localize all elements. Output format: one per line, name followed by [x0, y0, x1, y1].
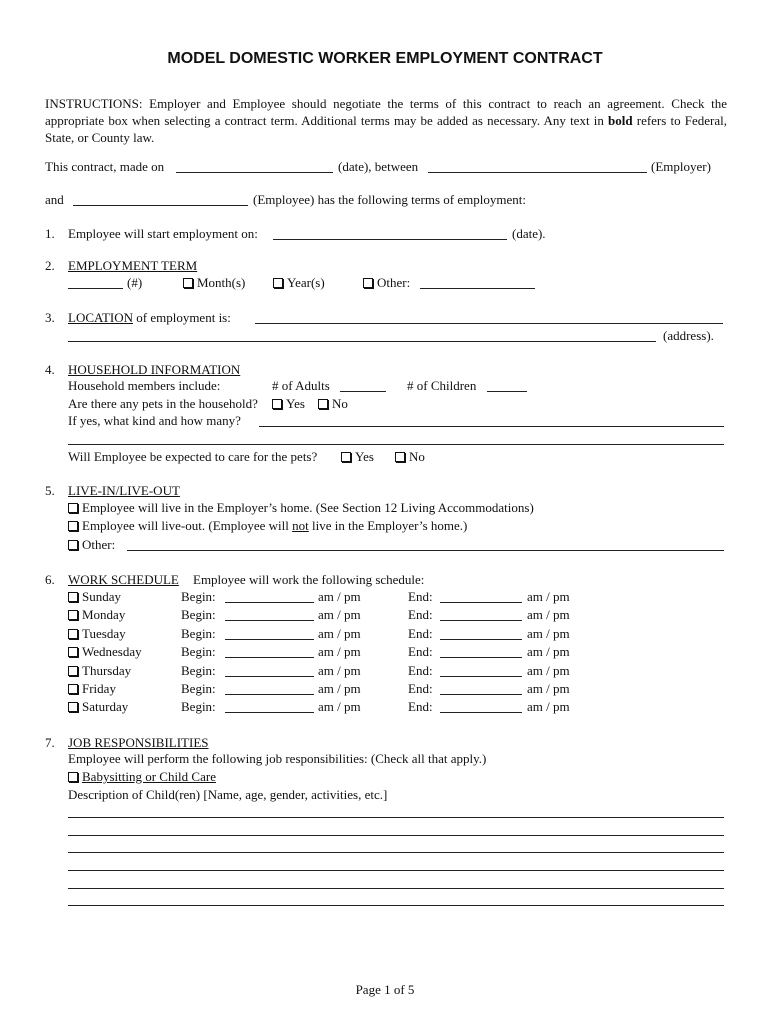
end-ampm: am / pm: [527, 644, 570, 659]
term-other-option[interactable]: Other:: [363, 276, 410, 289]
term-count-field[interactable]: [68, 288, 123, 289]
location-field-line2[interactable]: [68, 341, 656, 342]
checkbox-icon[interactable]: [395, 452, 405, 462]
end-ampm: am / pm: [527, 626, 570, 641]
section-3-number: 3.: [45, 310, 55, 325]
intro-employee-label: (Employee) has the following terms of employment:: [253, 192, 526, 207]
checkbox-icon[interactable]: [183, 278, 193, 288]
section-2-number: 2.: [45, 258, 55, 273]
begin-time-field[interactable]: [225, 712, 314, 713]
end-label: End:: [408, 681, 433, 696]
intro-date-label: (date), between: [338, 159, 419, 174]
checkbox-icon[interactable]: [68, 684, 78, 694]
live-out-option[interactable]: Employee will live-out. (Employee will not live in the Employer’s home.): [68, 519, 467, 532]
end-label: End:: [408, 644, 433, 659]
children-description-line[interactable]: [68, 888, 724, 889]
children-description-line[interactable]: [68, 852, 724, 853]
start-date-field[interactable]: [273, 239, 507, 240]
section-7-heading: JOB RESPONSIBILITIES: [68, 735, 209, 750]
pets-care-no-option[interactable]: No: [395, 450, 425, 463]
section-3-heading: LOCATION: [68, 310, 133, 325]
checkbox-icon[interactable]: [68, 610, 78, 620]
live-in-option[interactable]: Employee will live in the Employer’s home. (See Section 12 Living Accommodations): [68, 501, 534, 514]
day-option-saturday[interactable]: Saturday: [68, 700, 128, 713]
section-1-number: 1.: [45, 226, 55, 241]
adults-label: # of Adults: [272, 378, 330, 393]
checkbox-icon[interactable]: [341, 452, 351, 462]
pets-care-question: Will Employee be expected to care for the pets?: [68, 449, 318, 464]
section-6-text: Employee will work the following schedule:: [193, 572, 425, 587]
page-number: Page 1 of 5: [355, 982, 415, 997]
section-3-label: of employment is:: [136, 310, 231, 325]
end-time-field[interactable]: [440, 620, 522, 621]
day-option-thursday[interactable]: Thursday: [68, 664, 131, 677]
checkbox-icon[interactable]: [68, 702, 78, 712]
term-month-option[interactable]: Month(s): [183, 276, 245, 289]
begin-label: Begin:: [181, 644, 216, 659]
begin-label: Begin:: [181, 626, 216, 641]
contract-date-field[interactable]: [176, 172, 333, 173]
instructions: INSTRUCTIONS: Employer and Employee should negotiate the terms of this contract to reach an agreement. Check the appropriate box when selecting a contract term. Additional terms may be added as necessary. Any text in bold refers to Federal, State, or County law.: [45, 96, 727, 145]
children-description-line[interactable]: [68, 905, 724, 906]
pets-kind-label: If yes, what kind and how many?: [68, 413, 241, 428]
day-option-tuesday[interactable]: Tuesday: [68, 627, 126, 640]
begin-time-field[interactable]: [225, 620, 314, 621]
begin-label: Begin:: [181, 699, 216, 714]
end-label: End:: [408, 589, 433, 604]
section-6-number: 6.: [45, 572, 55, 587]
begin-time-field[interactable]: [225, 657, 314, 658]
employee-name-field[interactable]: [73, 205, 248, 206]
term-year-option[interactable]: Year(s): [273, 276, 325, 289]
page-title: MODEL DOMESTIC WORKER EMPLOYMENT CONTRACT: [167, 50, 603, 67]
checkbox-icon[interactable]: [273, 278, 283, 288]
section-4-number: 4.: [45, 362, 55, 377]
children-description-label: Description of Child(ren) [Name, age, gender, activities, etc.]: [68, 787, 388, 802]
begin-ampm: am / pm: [318, 644, 361, 659]
end-label: End:: [408, 699, 433, 714]
end-time-field[interactable]: [440, 676, 522, 677]
section-2-heading: EMPLOYMENT TERM: [68, 258, 198, 273]
location-field-line1[interactable]: [255, 323, 723, 324]
begin-label: Begin:: [181, 607, 216, 622]
live-other-field[interactable]: [127, 550, 724, 551]
section-6-heading: WORK SCHEDULE: [68, 572, 179, 587]
end-time-field[interactable]: [440, 657, 522, 658]
pets-kind-field-line2[interactable]: [68, 444, 724, 445]
intro-and: and: [45, 192, 64, 207]
pets-question: Are there any pets in the household?: [68, 396, 258, 411]
checkbox-icon[interactable]: [68, 592, 78, 602]
checkbox-icon[interactable]: [318, 399, 328, 409]
babysitting-option[interactable]: Babysitting or Child Care: [68, 770, 216, 783]
checkbox-icon[interactable]: [363, 278, 373, 288]
end-ampm: am / pm: [527, 681, 570, 696]
begin-time-field[interactable]: [225, 676, 314, 677]
checkbox-icon[interactable]: [68, 647, 78, 657]
end-ampm: am / pm: [527, 663, 570, 678]
children-description-line[interactable]: [68, 835, 724, 836]
checkbox-icon[interactable]: [68, 629, 78, 639]
begin-time-field[interactable]: [225, 639, 314, 640]
begin-ampm: am / pm: [318, 663, 361, 678]
section-3-address-label: (address).: [663, 328, 714, 343]
employer-name-field[interactable]: [428, 172, 647, 173]
end-label: End:: [408, 663, 433, 678]
checkbox-icon[interactable]: [68, 521, 78, 531]
day-option-friday[interactable]: Friday: [68, 682, 116, 695]
section-5-number: 5.: [45, 483, 55, 498]
begin-label: Begin:: [181, 681, 216, 696]
children-field[interactable]: [487, 391, 527, 392]
section-7-number: 7.: [45, 735, 55, 750]
checkbox-icon[interactable]: [68, 772, 78, 782]
checkbox-icon[interactable]: [272, 399, 282, 409]
pets-yes-option[interactable]: Yes: [272, 397, 305, 410]
section-5-heading: LIVE-IN/LIVE-OUT: [68, 483, 180, 498]
begin-ampm: am / pm: [318, 607, 361, 622]
day-option-monday[interactable]: Monday: [68, 608, 125, 621]
checkbox-icon[interactable]: [68, 666, 78, 676]
day-option-sunday[interactable]: Sunday: [68, 590, 121, 603]
pets-kind-field-line1[interactable]: [259, 426, 724, 427]
checkbox-icon[interactable]: [68, 540, 78, 550]
section-1-date-label: (date).: [512, 226, 546, 241]
pets-no-option[interactable]: No: [318, 397, 348, 410]
section-7-text: Employee will perform the following job responsibilities: (Check all that apply.): [68, 751, 487, 766]
intro-employer-label: (Employer): [651, 159, 711, 174]
section-1-text: Employee will start employment on:: [68, 226, 258, 241]
term-other-field[interactable]: [420, 288, 535, 289]
end-time-field[interactable]: [440, 602, 522, 603]
end-ampm: am / pm: [527, 607, 570, 622]
section-3-text: [68, 311, 231, 324]
pets-care-yes-option[interactable]: Yes: [341, 450, 374, 463]
checkbox-icon[interactable]: [68, 503, 78, 513]
children-label: # of Children: [407, 378, 477, 393]
end-label: End:: [408, 626, 433, 641]
begin-label: Begin:: [181, 589, 216, 604]
begin-time-field[interactable]: [225, 602, 314, 603]
end-ampm: am / pm: [527, 589, 570, 604]
end-ampm: am / pm: [527, 699, 570, 714]
end-label: End:: [408, 607, 433, 622]
term-count-label: (#): [127, 275, 143, 290]
begin-ampm: am / pm: [318, 589, 361, 604]
children-description-line[interactable]: [68, 817, 724, 818]
begin-ampm: am / pm: [318, 626, 361, 641]
end-time-field[interactable]: [440, 639, 522, 640]
live-other-option[interactable]: Other:: [68, 538, 115, 551]
intro-made-on: This contract, made on: [45, 159, 165, 174]
household-members-label: Household members include:: [68, 378, 221, 393]
begin-label: Begin:: [181, 663, 216, 678]
begin-ampm: am / pm: [318, 699, 361, 714]
end-time-field[interactable]: [440, 712, 522, 713]
begin-ampm: am / pm: [318, 681, 361, 696]
day-option-wednesday[interactable]: Wednesday: [68, 645, 142, 658]
adults-field[interactable]: [340, 391, 386, 392]
children-description-line[interactable]: [68, 870, 724, 871]
begin-time-field[interactable]: [225, 694, 314, 695]
section-4-heading: HOUSEHOLD INFORMATION: [68, 362, 241, 377]
end-time-field[interactable]: [440, 694, 522, 695]
